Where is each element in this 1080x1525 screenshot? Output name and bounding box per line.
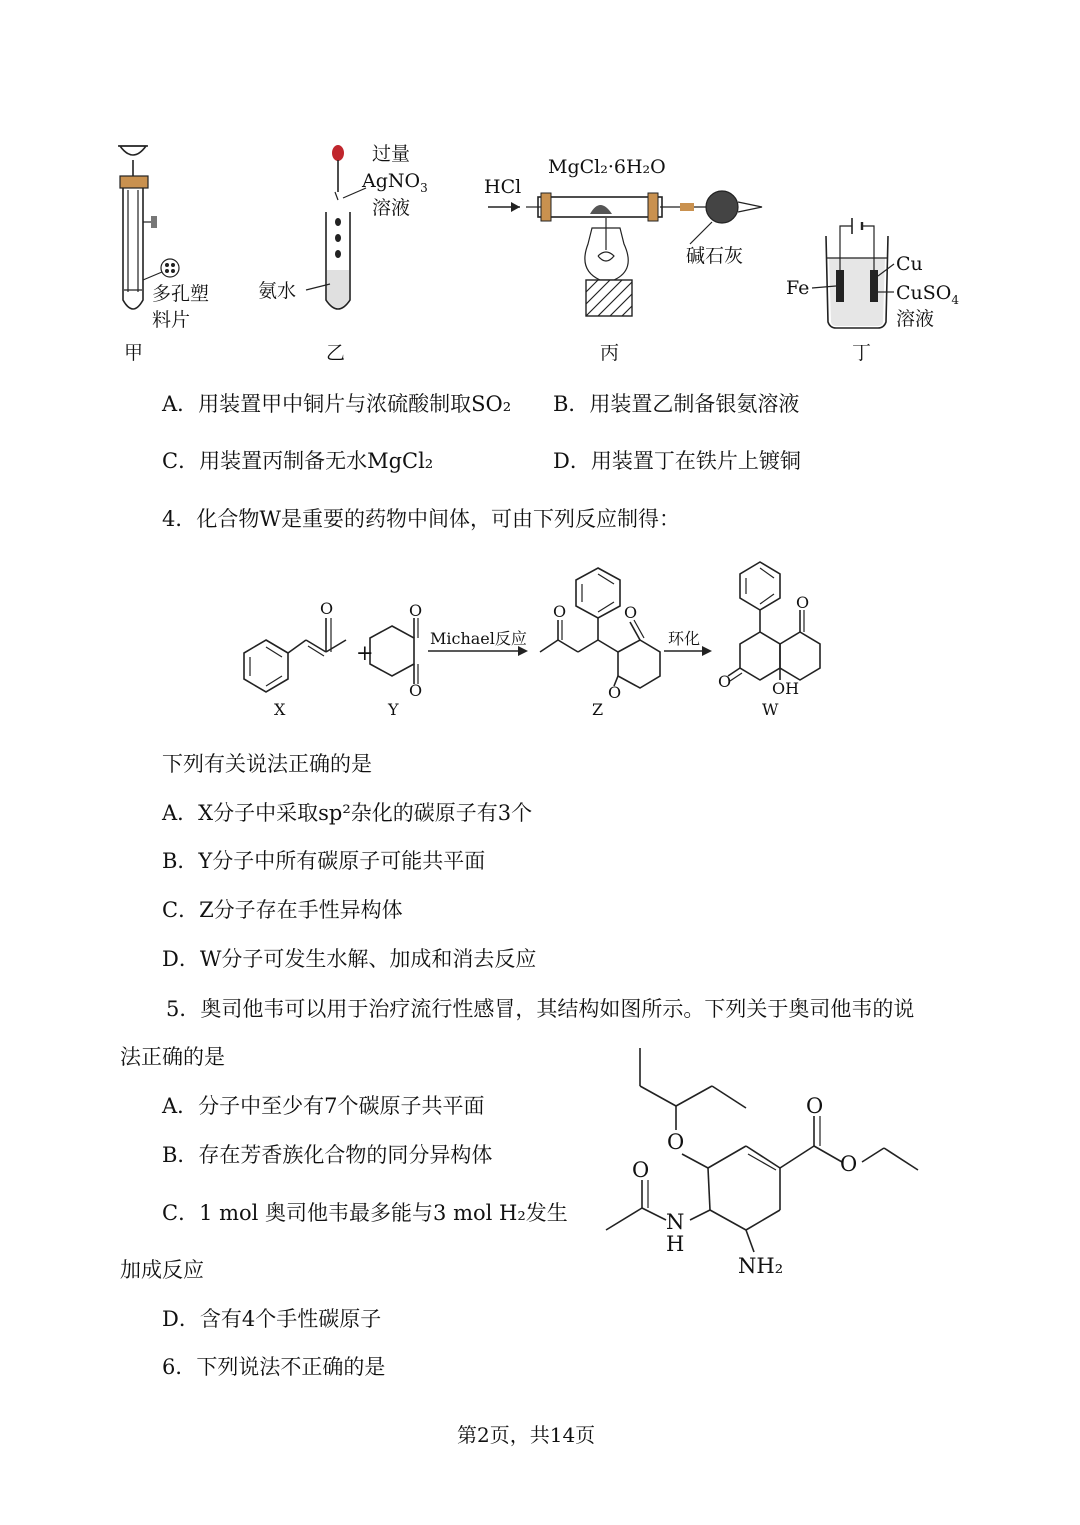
reaction-plus: +: [356, 641, 374, 665]
ester-o: O: [840, 1152, 858, 1176]
step1-label: Michael反应: [430, 629, 527, 648]
apparatus-ding-label: 丁: [852, 342, 872, 364]
w-left-o: O: [718, 672, 732, 691]
amine-nh2: NH₂: [738, 1254, 784, 1278]
label-y: Y: [388, 700, 399, 719]
y-top-o: O: [409, 601, 423, 620]
q3-option-d: D．用装置丁在铁片上镀铜: [553, 449, 801, 473]
w-top-o: O: [796, 593, 810, 612]
q4-option-d: D．W分子可发生水解、加成和消去反应: [162, 947, 537, 971]
q4-option-a: A．X分子中采取sp²杂化的碳原子有3个: [162, 801, 533, 825]
q3-option-b: B．用装置乙制备银氨溶液: [553, 392, 800, 416]
bing-sample-label: MgCl₂·6H₂O: [548, 156, 666, 178]
q3-option-c: C．用装置丙制备无水MgCl₂: [162, 449, 434, 473]
step2-label: 环化: [668, 629, 701, 648]
bing-gas-label: HCl: [484, 176, 522, 198]
y-bottom-o: O: [409, 681, 423, 700]
ding-solution-line1: CuSO$_4$: [896, 282, 960, 307]
q5-option-c: C．1 mol 奥司他韦最多能与3 mol H₂发生: [162, 1201, 568, 1225]
q3-option-a: A．用装置甲中铜片与浓硫酸制取SO₂: [162, 392, 512, 416]
yi-reagent-line3: 溶液: [372, 197, 411, 219]
q5-option-d: D．含有4个手性碳原子: [162, 1307, 382, 1331]
q4-prompt: 下列有关说法正确的是: [162, 752, 372, 776]
ding-cu-label: Cu: [896, 253, 923, 275]
q6-stem: 6．下列说法不正确的是: [162, 1355, 386, 1379]
bing-absorbent-label: 碱石灰: [686, 245, 744, 267]
amide-o: O: [632, 1158, 650, 1182]
q4-option-c: C．Z分子存在手性异构体: [162, 898, 403, 922]
z-bottom-o: O: [608, 683, 622, 702]
jia-note-line2: 料片: [152, 309, 191, 331]
q5-option-a: A．分子中至少有7个碳原子共平面: [162, 1094, 485, 1118]
x-carbonyl-o: O: [320, 599, 334, 618]
z-top-o: O: [624, 603, 638, 622]
ding-solution-line2: 溶液: [896, 308, 935, 330]
w-oh: OH: [772, 679, 800, 698]
q4-option-b: B．Y分子中所有碳原子可能共平面: [162, 849, 486, 873]
ding-fe-label: Fe: [786, 277, 810, 299]
amide-h: H: [666, 1232, 685, 1256]
apparatus-yi-label: 乙: [326, 342, 346, 364]
q5-option-c-cont: 加成反应: [120, 1258, 204, 1282]
apparatus-jia-label: 甲: [124, 342, 144, 364]
yi-liquid-label: 氨水: [258, 280, 297, 302]
ether-o: O: [667, 1130, 685, 1154]
label-z: Z: [592, 700, 604, 719]
page-footer: 第2页，共14页: [457, 1423, 596, 1447]
z-ketone-o: O: [553, 602, 567, 621]
jia-note-line1: 多孔塑: [152, 283, 210, 305]
carbonyl-o: O: [806, 1094, 824, 1118]
q4-stem: 4．化合物W是重要的药物中间体，可由下列反应制得：: [162, 507, 680, 531]
q5-stem-line2: 法正确的是: [120, 1045, 225, 1069]
q5-stem-line1: 5．奥司他韦可以用于治疗流行性感冒，其结构如图所示。下列关于奥司他韦的说: [166, 997, 915, 1021]
q5-option-b: B．存在芳香族化合物的同分异构体: [162, 1143, 493, 1167]
amide-n: N: [666, 1210, 685, 1234]
apparatus-bing-label: 丙: [600, 342, 620, 364]
label-x: X: [274, 700, 286, 719]
label-w: W: [762, 700, 779, 719]
yi-reagent-line2: AgNO$_3$: [362, 170, 428, 195]
yi-reagent-line1: 过量: [372, 143, 411, 165]
